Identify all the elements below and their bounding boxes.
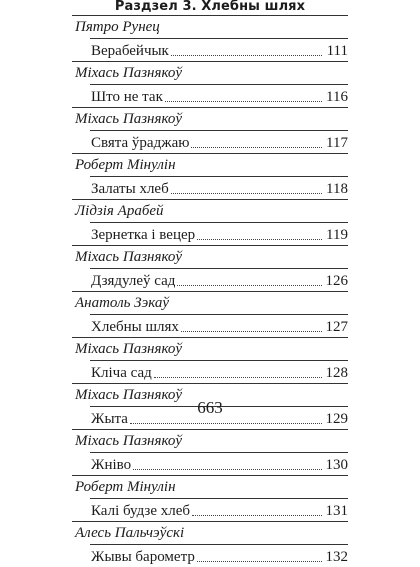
- title-row: [90, 544, 348, 567]
- author-name: Алесь Пальчэўскі: [75, 524, 185, 541]
- dot-leader: [191, 147, 322, 148]
- toc-entry: [72, 15, 348, 61]
- dot-leader: [171, 55, 322, 56]
- author-name: Міхась Пазнякоў: [75, 64, 183, 81]
- page-number: 111: [326, 42, 348, 59]
- dot-leader: [197, 239, 322, 240]
- table-of-contents: [72, 15, 348, 567]
- author-name: Лідзія Арабей: [75, 202, 164, 219]
- dot-leader: [154, 377, 322, 378]
- page-number: 117: [326, 134, 348, 151]
- work-title: Зернетка і вецер: [91, 226, 196, 243]
- toc-entry: [72, 107, 348, 153]
- author-name: Пятро Рунец: [75, 18, 160, 35]
- work-title: Залаты хлеб: [91, 180, 169, 197]
- dot-leader: [130, 423, 322, 424]
- page-number: 132: [325, 548, 348, 565]
- dot-leader: [177, 285, 321, 286]
- author-name: Міхась Пазнякоў: [75, 110, 183, 127]
- page-number: 130: [325, 456, 348, 473]
- page-number: 129: [325, 410, 348, 427]
- page-number: 116: [326, 88, 348, 105]
- work-title: Калі будзе хлеб: [91, 502, 191, 519]
- toc-entry: [72, 291, 348, 337]
- title-row: [90, 222, 348, 245]
- title-row: [90, 452, 348, 475]
- page-number: 128: [325, 364, 348, 381]
- dot-leader: [133, 469, 321, 470]
- toc-entry: [72, 521, 348, 567]
- author-name: Роберт Мінулін: [75, 478, 176, 495]
- toc-entry: [72, 245, 348, 291]
- page-number: 127: [325, 318, 348, 335]
- title-row: [90, 176, 348, 199]
- toc-entry: [72, 199, 348, 245]
- dot-leader: [171, 193, 322, 194]
- title-row: [90, 84, 348, 107]
- work-title: Хлебны шлях: [91, 318, 179, 335]
- work-title: Верабейчык: [91, 42, 169, 59]
- author-name: Міхась Пазнякоў: [75, 248, 183, 265]
- work-title: Жывы барометр: [91, 548, 195, 565]
- work-title: Жніво: [91, 456, 132, 473]
- author-name: Анатоль Зэкаў: [75, 294, 170, 311]
- title-row: [90, 360, 348, 383]
- toc-entry: [72, 153, 348, 199]
- author-name: Міхась Пазнякоў: [75, 432, 183, 449]
- page-number: 126: [325, 272, 348, 289]
- dot-leader: [165, 101, 322, 102]
- work-title: Жыта: [91, 410, 128, 427]
- page-number: 118: [326, 180, 348, 197]
- title-row: [90, 268, 348, 291]
- toc-entry: [72, 337, 348, 383]
- dot-leader: [192, 515, 321, 516]
- author-name: Роберт Мінулін: [75, 156, 176, 173]
- toc-entry: [72, 475, 348, 521]
- title-row: [90, 314, 348, 337]
- toc-entry: [72, 61, 348, 107]
- section-title: Раздзел 3. Хлебны шлях: [114, 0, 306, 14]
- title-row: [90, 38, 348, 61]
- toc-entry: [72, 429, 348, 475]
- work-title: Кліча сад: [91, 364, 152, 381]
- page-number: 131: [325, 502, 348, 519]
- dot-leader: [181, 331, 322, 332]
- page-number: 119: [326, 226, 348, 243]
- work-title: Што не так: [91, 88, 163, 105]
- footer-page-number: 663: [197, 398, 223, 417]
- title-row: [90, 498, 348, 521]
- author-name: Міхась Пазнякоў: [75, 340, 183, 357]
- work-title: Свята ўраджаю: [91, 134, 190, 151]
- author-name: Міхась Пазнякоў: [75, 386, 183, 403]
- dot-leader: [197, 561, 322, 562]
- title-row: [90, 130, 348, 153]
- work-title: Дзядулеў сад: [91, 272, 176, 289]
